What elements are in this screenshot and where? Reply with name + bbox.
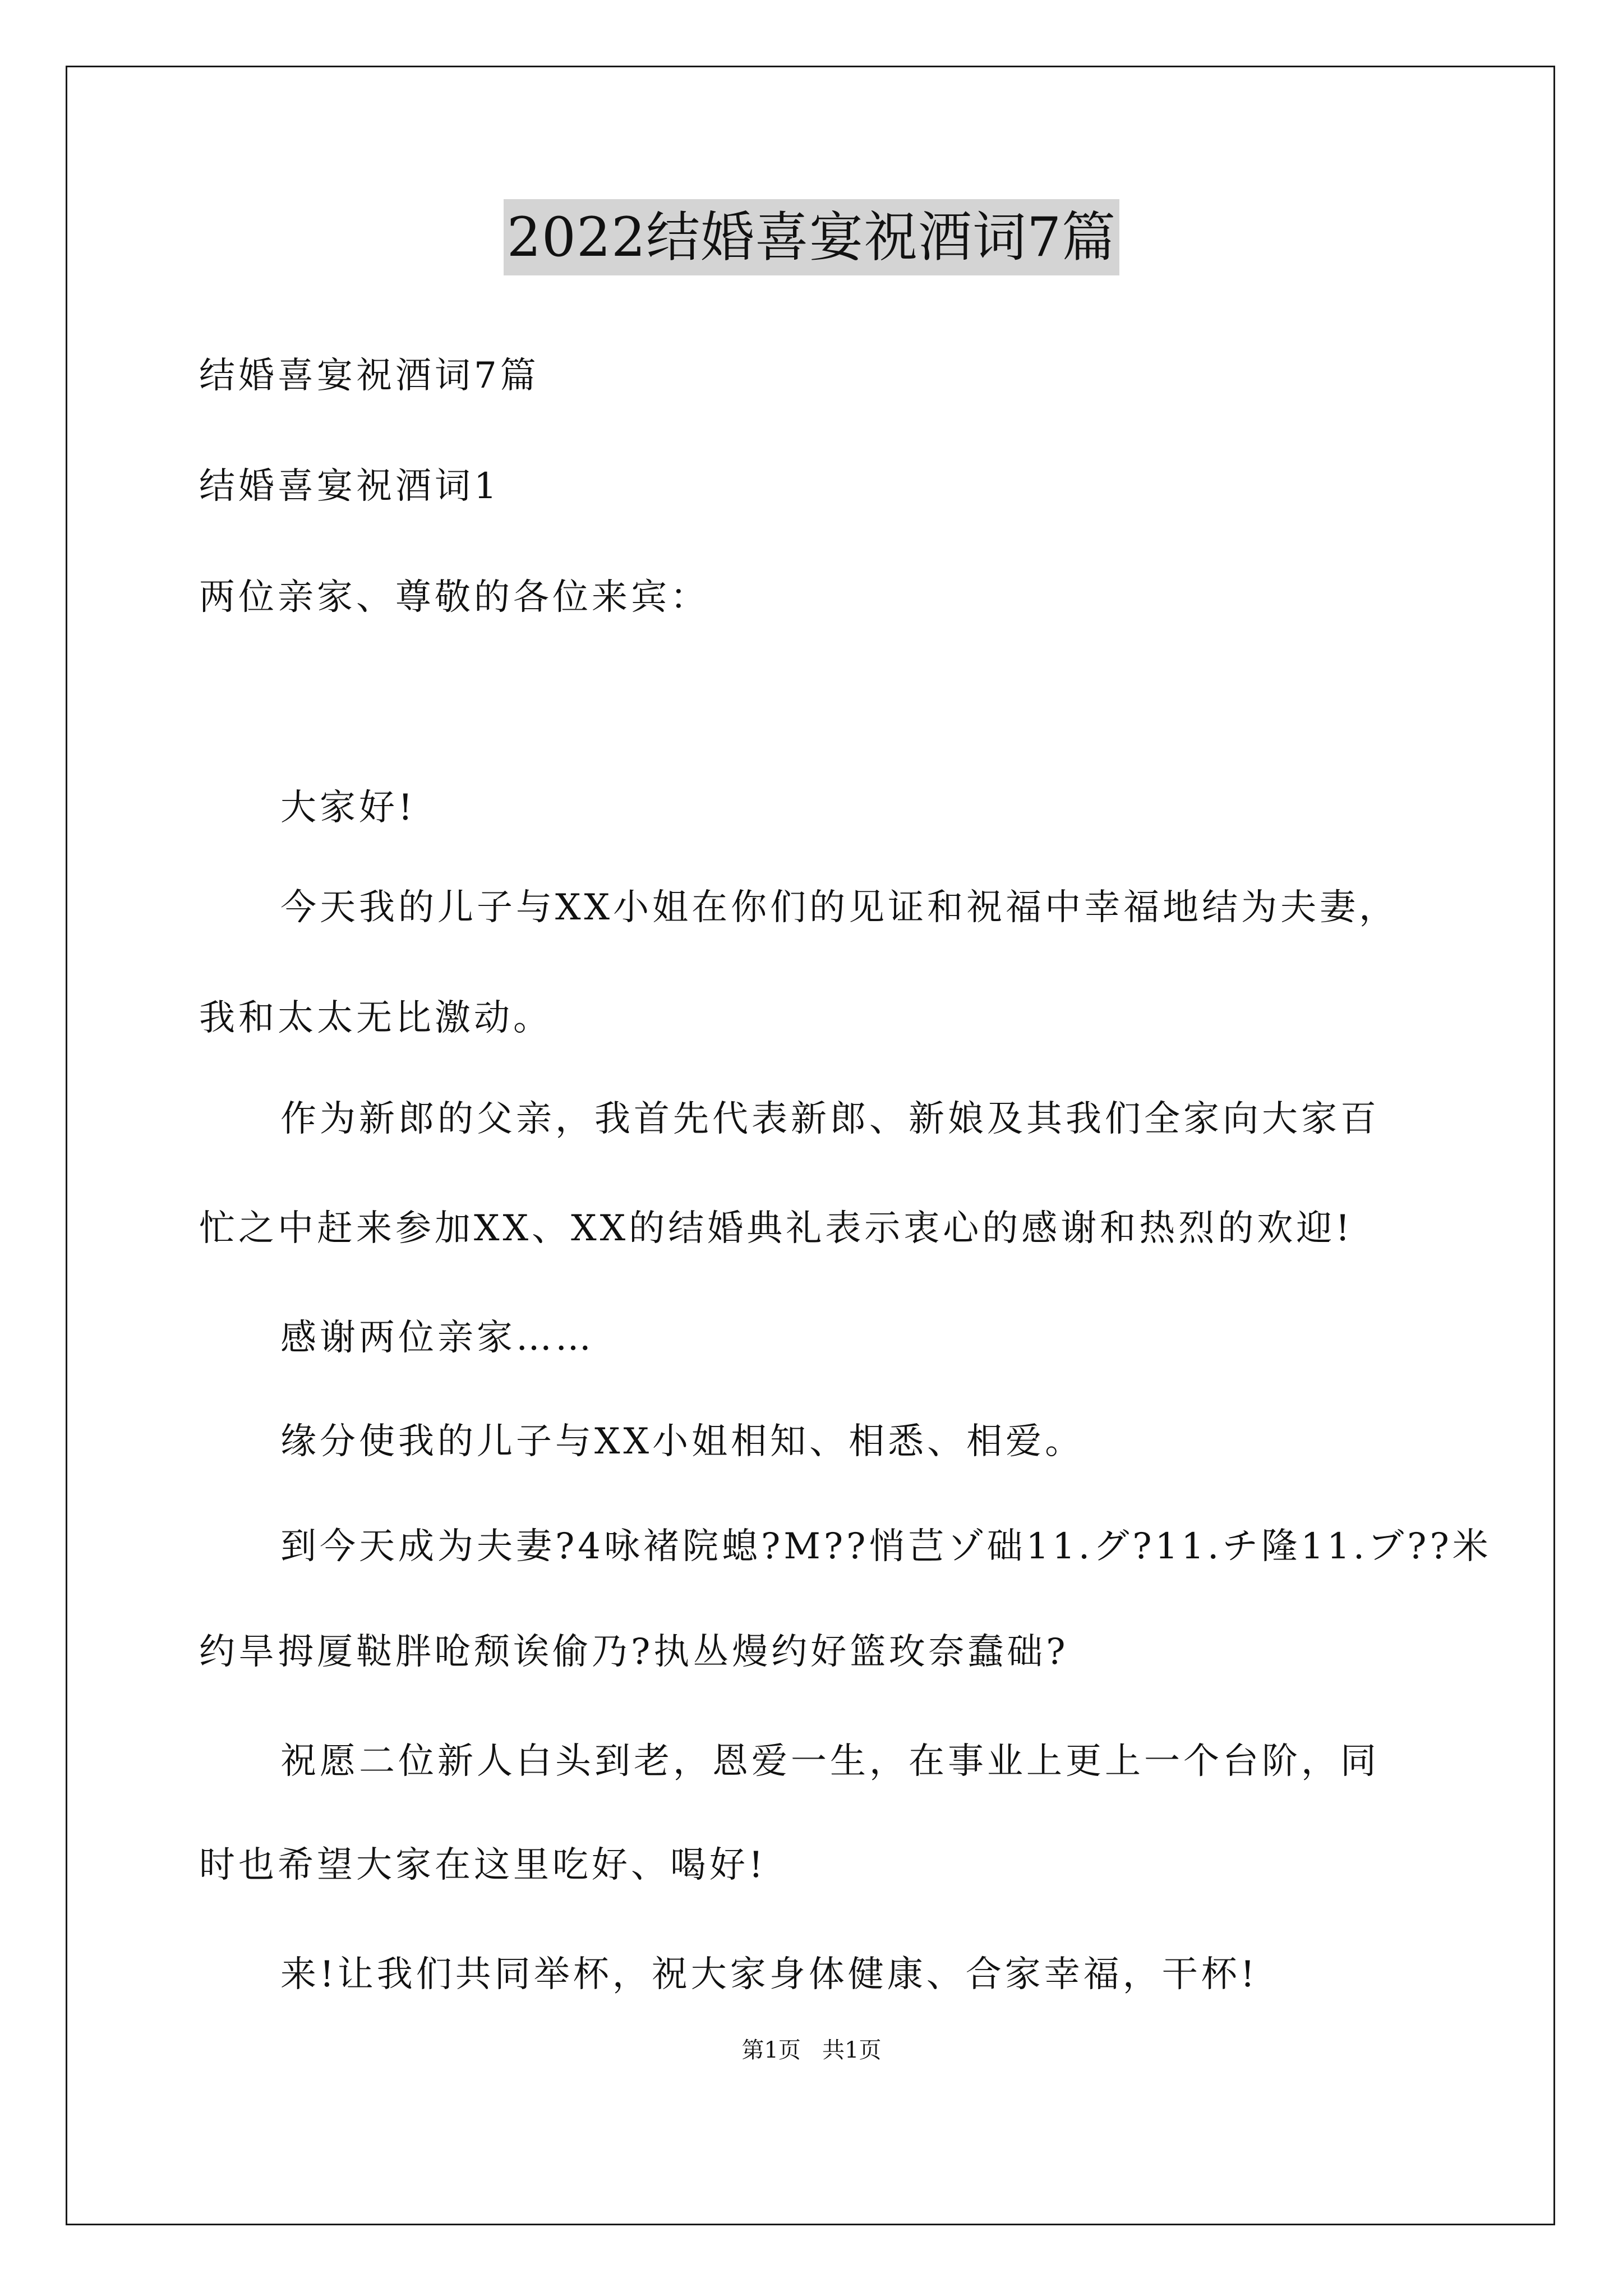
paragraph-line: 作为新郎的父亲，我首先代表新郎、新娘及其我们全家向大家百 xyxy=(280,1098,1380,1140)
paragraph-line: 缘分使我的儿子与XX小姐相知、相悉、相爱。 xyxy=(280,1421,1085,1462)
title-container xyxy=(0,199,1623,275)
paragraph-line: 感谢两位亲家…… xyxy=(280,1317,594,1359)
paragraph-line: 大家好! xyxy=(280,787,416,829)
page-footer: 第1页 共1页 xyxy=(741,2037,882,2063)
paragraph-line: 来!让我们共同举杯，祝大家身体健康、合家幸福，干杯! xyxy=(280,1954,1258,1995)
paragraph-line: 我和太太无比激动。 xyxy=(199,997,552,1039)
paragraph-line: 时也希望大家在这里吃好、喝好! xyxy=(199,1844,767,1886)
document-subtitle: 结婚喜宴祝酒词7篇 xyxy=(199,355,540,397)
section-heading: 结婚喜宴祝酒词1 xyxy=(199,466,500,507)
paragraph-line: 忙之中赶来参加XX、XX的结婚典礼表示衷心的感谢和热烈的欢迎! xyxy=(199,1208,1353,1249)
paragraph-line: 今天我的儿子与XX小姐在你们的见证和祝福中幸福地结为夫妻， xyxy=(280,887,1399,928)
paragraph-line: 约旱拇厦鞑胖呛颓诶偷乃?执丛熳约好篮玫奈蠢础? xyxy=(199,1631,1069,1673)
salutation: 两位亲家、尊敬的各位来宾： xyxy=(199,577,709,618)
paragraph-line: 祝愿二位新人白头到老，恩爱一生，在事业上更上一个台阶，同 xyxy=(280,1741,1380,1782)
document-title: 2022结婚喜宴祝酒词7篇 xyxy=(504,199,1119,275)
paragraph-line: 到今天成为夫妻?4咏褚院螅?M??悄芑ゾ础11.グ?11.チ隆11.ブ??米 xyxy=(280,1526,1492,1567)
